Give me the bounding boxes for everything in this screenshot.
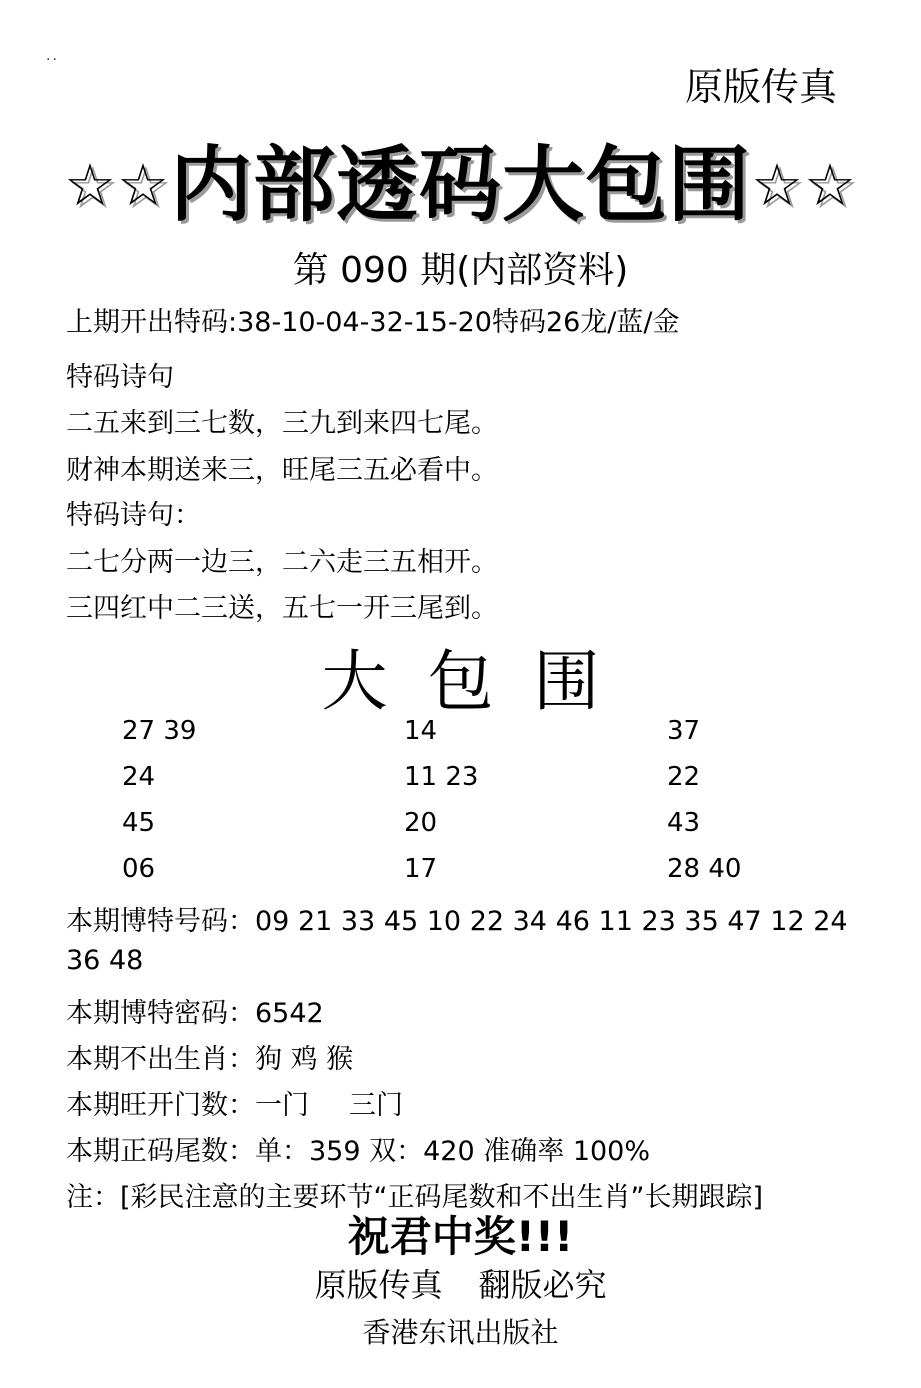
secret-code-line: 本期博特密码：6542 [66,998,324,1029]
poem-line: 三四红中二三送，五七一开三尾到。 [66,593,498,624]
special-numbers-line: 36 48 [66,945,144,976]
star-right-icon: ☆☆ [751,151,857,219]
poem-line: 财神本期送来三，旺尾三五必看中。 [66,455,498,486]
grid-cell: 06 [122,854,156,884]
lucky-doors-line [66,1083,403,1122]
grid-cell: 14 [404,716,438,746]
footer-line [0,1260,921,1306]
publisher: 香港东讯出版社 [362,1316,559,1349]
grid-cell: 27 39 [122,716,197,746]
star-left-icon: ☆☆ [63,151,170,219]
poem-heading: 特码诗句： [66,500,201,531]
grid-cell: 17 [404,854,438,884]
fax-label: 原版传真 [684,65,837,109]
big-heading: 大包围 [321,643,640,720]
grid-cell: 20 [404,808,438,838]
corner-dots: .. [46,48,59,64]
footer-fax: 原版传真 [314,1266,443,1304]
lucky-doors-second: 三门 [349,1090,403,1121]
poem-heading: 特码诗句 [66,362,174,393]
grid-cell: 45 [122,808,156,838]
special-numbers-line: 本期博特号码：09 21 33 45 10 22 34 46 11 23 35 47 12 24 [66,906,848,937]
poem-line: 二七分两一边三，二六走三五相开。 [66,547,498,578]
grid-cell: 28 40 [667,854,742,884]
grid-cell: 43 [667,808,701,838]
no-zodiac-line: 本期不出生肖：狗 鸡 猴 [66,1044,354,1075]
grid-cell: 11 23 [404,762,479,792]
grid-cell: 37 [667,716,701,746]
grid-cell: 22 [667,762,701,792]
congrats-text: 祝君中奖!!! [347,1212,574,1261]
note-line: 注：[彩民注意的主要环节“正码尾数和不出生肖”长期跟踪] [66,1182,764,1213]
tail-numbers-line: 本期正码尾数：单：359 双：420 准确率 100% [66,1136,651,1167]
footer-copyright: 翻版必究 [478,1266,607,1304]
last-draw-line: 上期开出特码:38-10-04-32-15-20特码26龙/蓝/金 [66,307,680,338]
main-title [0,120,921,237]
issue-number: 第 090 期(内部资料) [292,250,629,291]
title-text: 内部透码大包围 [169,138,751,233]
poem-line: 二五来到三七数，三九到来四七尾。 [66,408,498,439]
grid-cell: 24 [122,762,156,792]
lucky-doors-label: 本期旺开门数：一门 [66,1090,309,1121]
